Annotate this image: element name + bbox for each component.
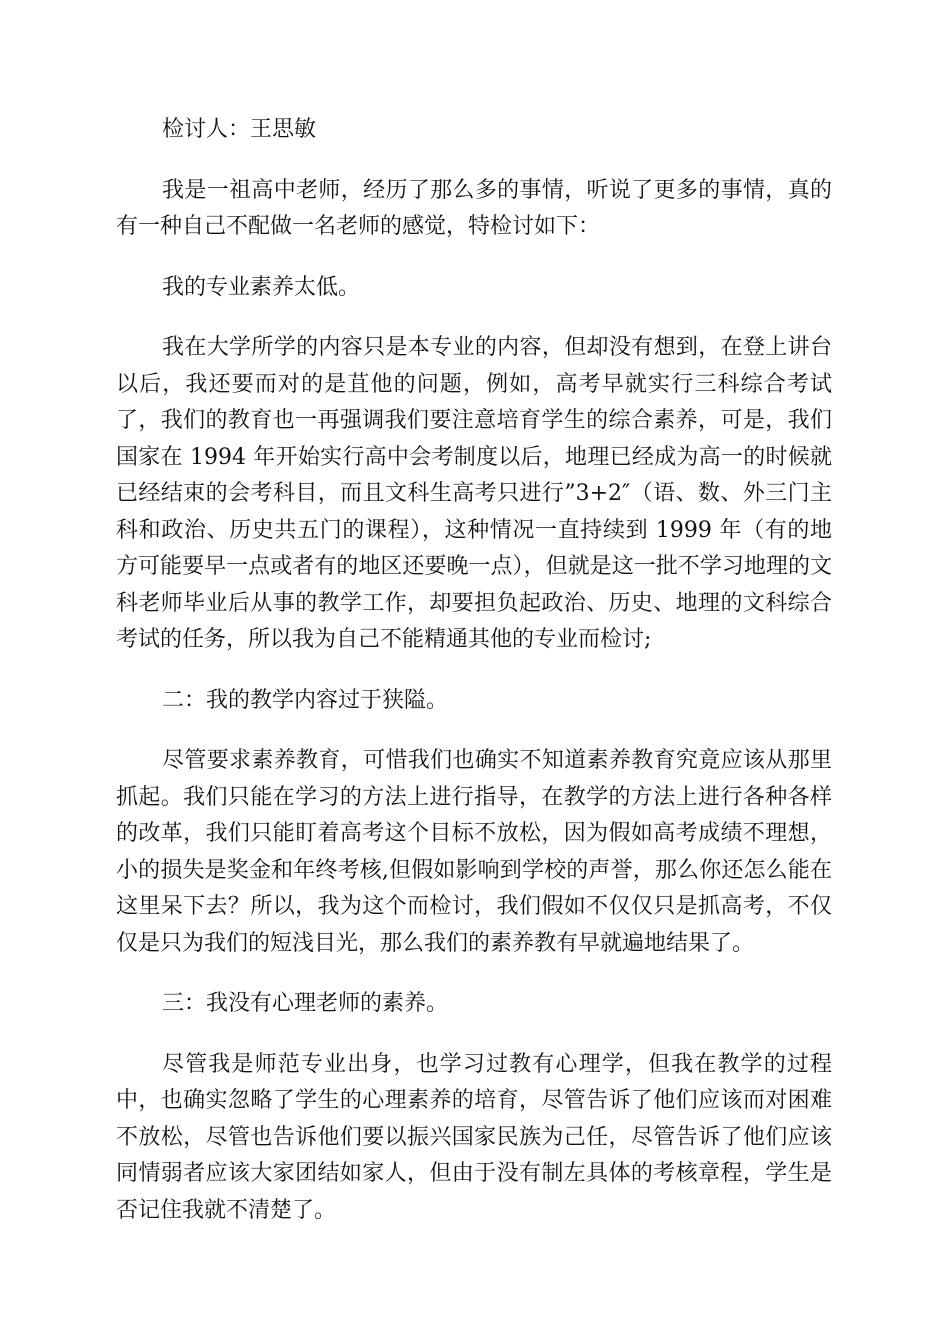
section-body-2: 尽管要求素养教育，可惜我们也确实不知道素养教育究竟应该从那里抓起。我们只能在学习的方法上进行指导，在教学的方法上进行各种各样的改革，我们只能盯着高考这个目标不放松，因为假如高考成绩不理想，小的损失是奖金和年终考核,但假如影响到学校的声誉，那么你还怎么能在这里呆下去？所以，我为这个而检讨，我们假如不仅仅只是抓高考，不仅仅是只为我们的短浅目光，那么我们的素养教有早就遍地结果了。 [116, 748, 832, 956]
document-body [116, 112, 832, 1253]
section-heading-2: 二：我的教学内容过于狭隘。 [162, 687, 449, 713]
section-body-1: 我在大学所学的内容只是本专业的内容，但却没有想到，在登上讲台以后，我还要而对的是苴他的问题，例如，高考早就实行三科综合考试了，我们的教育也一再强调我们要注意培育学生的综合素养，可是，我们国家在 1994 年开始实行高中会考制度以后，地理已经成为高一的时候就已经结束的会考科目，而且文科生高考只进行”3+2″（语、数、外三门主科和政治、历史共五门的课程），这种情况一直持续到 1999 年（有的地方可能要早一点或者有的地区还要晚一点），但就是这一批不学习地理的文科老师毕业后从事的教学工作，却要担负起政治、历史、地理的文科综合考试的任务，所以我为自己不能精通其他的专业而检讨; [116, 335, 832, 652]
author-line: 检讨人：王思敏 [162, 117, 317, 142]
intro-paragraph: 我是一祖高中老师，经历了那么多的事情，听说了更多的事情，真的有一种自己不配做一名老师的感觉，特检讨如下： [116, 177, 832, 239]
section-body-3: 尽管我是师范专业出身，也学习过教有心理学，但我在教学的过程中，也确实忽略了学生的心理素养的培育，尽管告诉了他们应该而对困难不放松，尽管也告诉他们要以振兴国家民族为己任，尽管告诉了他们应该同情弱者应该大家团结如家人，但由于没有制左具体的考核章程，学生是否记住我就不清楚了。 [116, 1051, 832, 1223]
section-heading-3: 三：我没有心理老师的素养。 [162, 991, 449, 1016]
section-heading-1: 我的专业素养太低。 [162, 274, 361, 300]
